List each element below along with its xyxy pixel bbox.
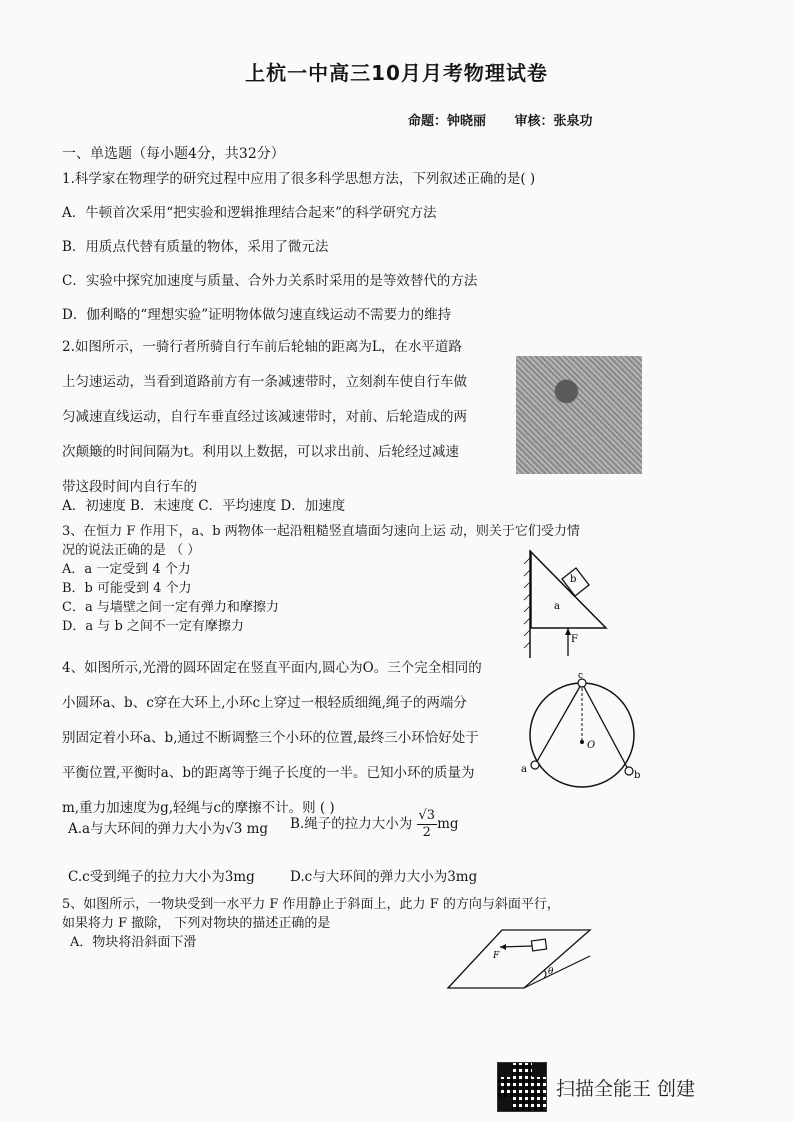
ring-figure bbox=[518, 672, 646, 790]
q1-option-b: B．用质点代替有质量的物体，采用了微元法 bbox=[62, 239, 329, 255]
q3-option-b: B．b 可能受到 4 个力 bbox=[62, 581, 192, 596]
fig4-label-o: O bbox=[587, 740, 596, 751]
question-4 bbox=[62, 651, 482, 826]
author-label: 命题：钟晓丽 bbox=[408, 114, 487, 129]
question-3 bbox=[62, 522, 580, 636]
reviewer-label: 审核：张泉功 bbox=[514, 114, 593, 129]
q4-option-b-fraction bbox=[417, 808, 438, 841]
fig3-label-b: b bbox=[570, 574, 577, 585]
question-2 bbox=[62, 330, 467, 505]
q4-line: 别固定着小环a、b,通过不断调整三个小环的位置,最终三小环恰好处于 bbox=[62, 730, 479, 746]
q3-option-c: C．a 与墙壁之间一定有弹力和摩擦力 bbox=[62, 600, 279, 615]
q2-line: 上匀速运动，当看到道路前方有一条减速带时，立刻刹车使自行车做 bbox=[62, 374, 467, 390]
q4-option-b-text: B.绳子的拉力大小为 bbox=[290, 816, 413, 832]
fig4-label-b: b bbox=[634, 770, 641, 781]
q5-option-a: A．物块将沿斜面下滑 bbox=[70, 935, 197, 950]
qr-code-icon bbox=[497, 1062, 547, 1112]
q3-option-a: A．a 一定受到 4 个力 bbox=[62, 562, 191, 577]
q5-line: 5、如图所示，一物块受到一水平力 F 作用静止于斜面上，此力 F 的方向与斜面平行， bbox=[62, 897, 560, 912]
fig4-label-c: c bbox=[578, 672, 584, 681]
q2-line: 匀减速直线运动，自行车垂直经过该减速带时，对前、后轮造成的两 bbox=[62, 409, 467, 425]
wall-wedge-figure bbox=[510, 548, 615, 660]
q4-option-c: C.c受到绳子的拉力大小为3mg bbox=[68, 869, 255, 885]
q1-stem: 1.科学家在物理学的研究过程中应用了很多科学思想方法，下列叙述正确的是( ) bbox=[62, 171, 536, 187]
q4-option-a bbox=[68, 820, 268, 838]
page-title: 上杭一中高三10月月考物理试卷 bbox=[245, 61, 548, 85]
q4-line: 平衡位置,平衡时a、b的距离等于绳子长度的一半。已知小环的质量为 bbox=[62, 765, 475, 781]
q3-option-d: D．a 与 b 之间不一定有摩擦力 bbox=[62, 619, 244, 634]
section-heading: 一、单选题（每小题4分，共32分） bbox=[62, 146, 285, 162]
q4-line: m,重力加速度为g,轻绳与c的摩擦不计。则 ( ) bbox=[62, 800, 335, 816]
q2-line: 带这段时间内自行车的 bbox=[62, 479, 197, 495]
q2-options: A．初速度 B．末速度 C．平均速度 D．加速度 bbox=[62, 498, 346, 514]
incline-figure bbox=[440, 922, 600, 992]
q4-line: 4、如图所示,光滑的圆环固定在竖直平面内,圆心为O。三个完全相同的 bbox=[62, 660, 482, 676]
fig5-label-theta: θ bbox=[548, 967, 554, 977]
q3-line: 3、在恒力 F 作用下，a、b 两物体一起沿粗糙竖直墙面匀速向上运 动，则关于它们受力情 bbox=[62, 524, 580, 539]
q4-option-a-value: √3 mg bbox=[225, 821, 269, 837]
q4-option-b bbox=[290, 808, 459, 841]
fig4-label-a: a bbox=[521, 764, 527, 775]
q4-option-a-text: A.a与大环间的弹力大小为 bbox=[68, 821, 226, 837]
q3-line: 况的说法正确的是 （ ） bbox=[62, 543, 201, 558]
q4-option-d: D.c与大环间的弹力大小为3mg bbox=[290, 869, 478, 885]
scanner-watermark: 扫描全能王 创建 bbox=[556, 1078, 696, 1100]
q4-option-b-unit: mg bbox=[437, 816, 459, 832]
fig5-label-f: F bbox=[493, 951, 500, 961]
q2-line: 2.如图所示，一骑行者所骑自行车前后轮轴的距离为L，在水平道路 bbox=[62, 339, 462, 355]
q4-line: 小圆环a、b、c穿在大环上,小环c上穿过一根轻质细绳,绳子的两端分 bbox=[62, 695, 467, 711]
cyclist-photo bbox=[516, 356, 642, 474]
q5-line: 如果将力 F 撤除， 下列对物块的描述正确的是 bbox=[62, 916, 331, 931]
q1-option-a: A．牛顿首次采用“把实验和逻辑推理结合起来”的科学研究方法 bbox=[62, 205, 437, 221]
q1-option-d: D．伽利略的“理想实验”证明物体做匀速直线运动不需要力的维持 bbox=[62, 307, 452, 323]
q2-line: 次颠簸的时间间隔为t。利用以上数据，可以求出前、后轮经过减速 bbox=[62, 444, 459, 460]
fraction-denominator: 2 bbox=[422, 825, 431, 840]
fraction-numerator: √3 bbox=[418, 808, 436, 823]
q1-option-c: C．实验中探究加速度与质量、合外力关系时采用的是等效替代的方法 bbox=[62, 273, 478, 289]
question-1 bbox=[62, 162, 535, 332]
fig3-label-f: F bbox=[571, 634, 578, 645]
fig3-label-a: a bbox=[554, 601, 560, 612]
exam-meta bbox=[408, 110, 617, 129]
